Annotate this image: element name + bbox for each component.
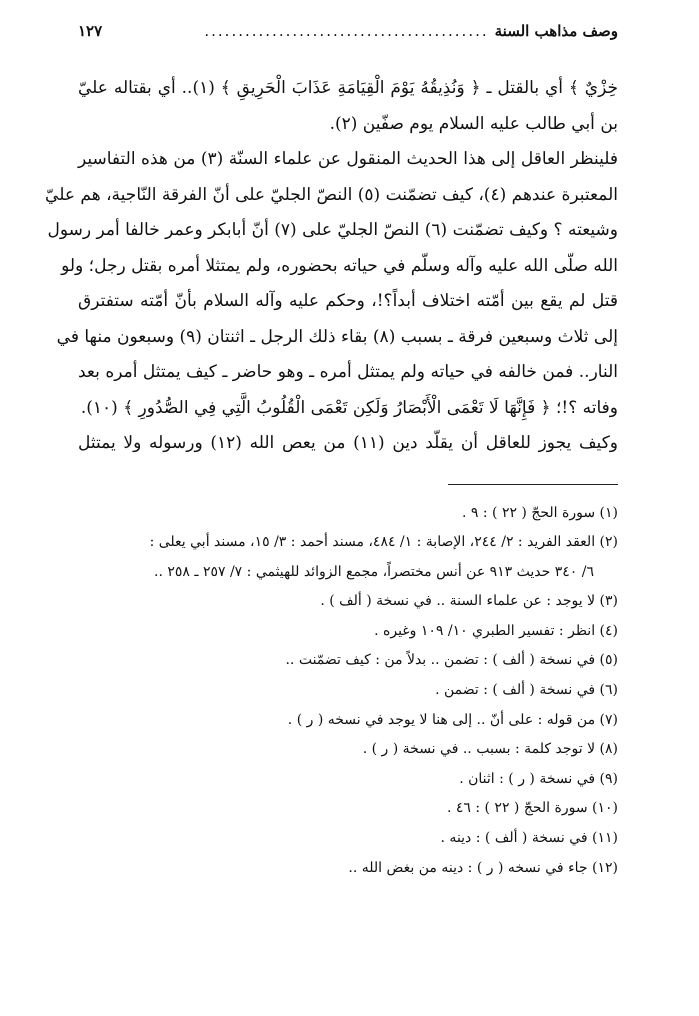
footnotes	[78, 499, 618, 884]
page-number: ١٢٧	[78, 22, 103, 40]
main-text	[45, 71, 618, 462]
footnote: (١٠) سورة الحجّ ( ٢٢ ) : ٤٦ .	[446, 800, 618, 817]
text-line: المعتبرة عندهم (٤)، كيف تضمّنت (٥) النصّ الجليّ على أنّ الفرقة النّاجية، هم عليّ	[45, 184, 618, 205]
running-head-title: وصف مذاهب السنة	[494, 22, 618, 40]
footnote-continuation: ٦/ ٣٤٠ حديث ٩١٣ عن أنس مختصراً، مجمع الزوائد للهيثمي : ٧/ ٢٥٧ ـ ٢٥٨ ..	[154, 563, 594, 580]
text-line: فلينظر العاقل إلى هذا الحديث المنقول عن علماء السنّة (٣) من هذه التفاسير	[78, 149, 618, 169]
text-line: إلى ثلاث وسبعين فرقة ـ بسبب (٨) بقاء ذلك الرجل ـ اثنتان (٩) وسبعون منها في	[56, 326, 618, 347]
text-line: بن أبي طالب عليه السلام يوم صفّين (٢).	[329, 113, 618, 134]
text-line: الله صلّى الله عليه وآله وسلّم في حياته بحضوره، ولم يمتثلا أمره بقتل رجل؛ ولو	[61, 255, 618, 276]
footnote: (٨) لا توجد كلمة : بسبب .. في نسخة ( ر ) .	[362, 741, 618, 758]
footnote: (١١) في نسخة ( ألف ) : دينه .	[440, 830, 618, 847]
text-line: قتل لم يقع بين أمّته اختلاف أبداً؟!، وحكم عليه وآله السلام بأنّ أمّته ستفترق	[78, 291, 618, 311]
footnote-separator	[448, 484, 618, 485]
text-line: وفاته ؟!؛ ﴿ فَإِنَّهَا لَا تَعْمَى الْأَبْصَارُ وَلَكِن تَعْمَى الْقُلُوبُ الَّتِي فِي الصُّدُورِ ﴾ (١٠).	[80, 397, 618, 418]
footnote: (٦) في نسخة ( ألف ) : تضمن .	[435, 682, 618, 699]
footnote: (١) سورة الحجّ ( ٢٢ ) : ٩ .	[461, 504, 618, 521]
text-line: خِزْيٌ ﴾ أي بالقتل ـ ﴿ وَنُذِيقُهُ يَوْمَ الْقِيَامَةِ عَذَابَ الْحَرِيقِ ﴾ (١).. أي بقتاله عليّ	[78, 78, 618, 98]
running-head-dots: ..........................................	[204, 22, 489, 40]
text-line: وكيف يجوز للعاقل أن يقلّد دين (١١) من يعص الله (١٢) ورسوله ولا يمتثل	[78, 433, 618, 453]
text-line: النار.. فمن خالفه في حياته ولم يمتثل أمره ـ وهو حاضر ـ كيف يمتثل أمره بعد	[78, 362, 618, 382]
footnote: (٣) لا يوجد : عن علماء السنة .. في نسخة ( ألف ) .	[320, 593, 618, 610]
footnote: (٤) انظر : تفسير الطبري ١٠/ ١٠٩ وغيره .	[374, 622, 618, 639]
footnote: (٧) من قوله : على أنّ .. إلى هنا لا يوجد في نسخه ( ر ) .	[287, 711, 618, 728]
running-head	[78, 22, 618, 51]
footnote: (٥) في نسخة ( ألف ) : تضمن .. بدلاً من : كيف تضمّنت ..	[285, 652, 618, 669]
footnote: (٩) في نسخة ( ر ) : اثنان .	[459, 770, 618, 787]
footnote: (١٢) جاء في نسخه ( ر ) : دينه من بغض الله ..	[348, 859, 618, 876]
book-page	[45, 22, 618, 883]
footnote: (٢) العقد الفريد : ٢/ ٢٤٤، الإصابة : ١/ ٤٨٤، مسند أحمد : ٣/ ١٥، مسند أبي يعلى :	[149, 534, 618, 551]
text-line: وشيعته ؟ وكيف تضمّنت (٦) النصّ الجليّ على (٧) أنّ أبابكر وعمر خالفا أمر رسول	[47, 220, 618, 240]
